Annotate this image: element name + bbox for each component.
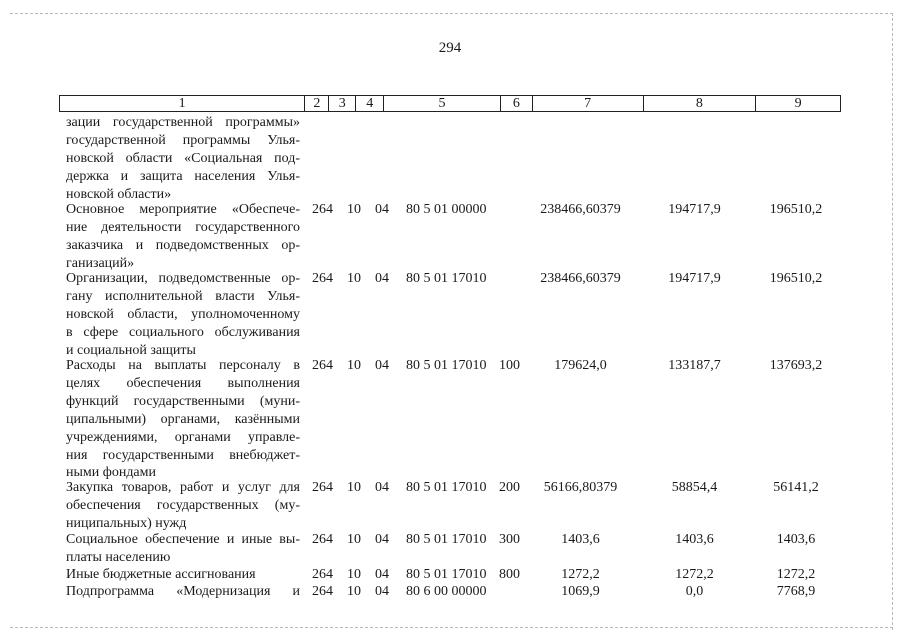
cell-section-code: 10 [347,271,361,286]
cell-target-article: 80 5 01 17010 [406,358,487,373]
cell-subsection-code: 04 [375,480,389,495]
cell-target-article: 80 5 01 17010 [406,480,487,495]
description-line: ния государственными внебюджет- [66,447,300,463]
description-line: Иные бюджетные ассигнования [66,567,256,582]
table-header-cell-2: 2 [305,96,329,111]
cell-amount-col9: 7768,9 [776,584,816,599]
table-header-cell-3: 3 [329,96,356,111]
description-line: ниципальных) нужд [66,515,187,531]
description-line: целях обеспечения выполнения [66,375,300,391]
cell-amount-col7: 1403,6 [561,532,600,547]
cell-amount-col9: 1403,6 [776,532,816,547]
cell-section-code: 10 [347,532,361,547]
cell-target-article: 80 5 01 00000 [406,202,487,217]
description-line: Основное мероприятие «Обеспече- [66,202,300,217]
description-line: учреждениями, органами управле- [66,429,300,445]
description-line: Социальное обеспечение и иные вы- [66,532,300,547]
cell-amount-col7: 56166,80379 [543,480,618,495]
table-header-cell-1: 1 [60,96,305,111]
description-line: заказчика и подведомственных ор- [66,237,300,253]
cell-amount-col7: 1069,9 [561,584,600,599]
description-line: ными фондами [66,465,157,481]
row-description [66,357,300,482]
cell-section-code: 10 [347,202,361,217]
table-header-cell-7: 7 [533,96,644,111]
cell-ministry-code: 264 [312,202,333,217]
cell-amount-col8: 194717,9 [668,271,721,286]
row-description [66,531,300,567]
description-line: обеспечения государственных (му- [66,497,300,513]
table-header-cell-9: 9 [794,96,802,111]
cell-amount-col8: 1272,2 [675,567,714,582]
row-description [66,479,300,533]
page-border-bottom [10,627,893,628]
cell-expense-type: 300 [499,532,520,547]
cell-section-code: 10 [347,480,361,495]
page-number: 294 [438,40,462,56]
table-header-cell-8: 8 [644,96,757,111]
cell-amount-col8: 58854,4 [671,480,718,495]
cell-section-code: 10 [347,358,361,373]
table-header-cell-6: 6 [501,96,533,111]
row-description [66,114,300,204]
description-line: ципальными) органами, казёнными [66,411,300,427]
cell-ministry-code: 264 [312,358,333,373]
description-line: функций государственными (муни- [66,393,300,409]
cell-ministry-code: 264 [312,480,333,495]
cell-amount-col8: 0,0 [685,584,704,599]
description-line: новской области» [66,186,172,202]
description-line: ние деятельности государственного [66,219,300,235]
cell-amount-col7: 1272,2 [561,567,600,582]
row-description [66,583,300,601]
cell-expense-type: 800 [499,567,520,582]
page-border-right [892,13,893,630]
cell-section-code: 10 [347,567,361,582]
description-line: и социальной защиты [66,342,196,358]
description-line: Закупка товаров, работ и услуг для [66,480,300,495]
cell-subsection-code: 04 [375,532,389,547]
cell-amount-col9: 196510,2 [769,271,823,286]
cell-amount-col9: 137693,2 [769,358,823,373]
description-line: держка и защита населения Улья- [66,168,300,184]
cell-ministry-code: 264 [312,584,333,599]
cell-section-code: 10 [347,584,361,599]
cell-amount-col9: 196510,2 [769,202,823,217]
cell-ministry-code: 264 [312,271,333,286]
row-description [66,201,300,273]
description-line: Организации, подведомственные ор- [66,271,300,286]
cell-amount-col8: 133187,7 [668,358,721,373]
description-line: в сфере социального обслуживания [66,324,300,340]
cell-subsection-code: 04 [375,358,389,373]
cell-subsection-code: 04 [375,202,389,217]
cell-amount-col9: 56141,2 [773,480,819,495]
description-line: государственной программы Улья- [66,132,300,148]
table-header-cell-5: 5 [384,96,501,111]
cell-target-article: 80 5 01 17010 [406,532,487,547]
cell-amount-col7: 179624,0 [554,358,607,373]
description-line: Расходы на выплаты персоналу в [66,358,300,373]
description-line: зации государственной программы» [66,115,300,130]
cell-amount-col7: 238466,60379 [540,271,621,286]
cell-target-article: 80 6 00 00000 [406,584,487,599]
row-description [66,566,300,584]
description-line: новской области, уполномоченному [66,306,300,322]
page-border-top [10,13,893,14]
cell-amount-col8: 194717,9 [668,202,721,217]
description-line: новской области «Социальная под- [66,150,300,166]
cell-amount-col7: 238466,60379 [540,202,621,217]
cell-target-article: 80 5 01 17010 [406,271,487,286]
description-line: ганизаций» [66,255,135,271]
cell-ministry-code: 264 [312,567,333,582]
cell-amount-col9: 1272,2 [776,567,816,582]
cell-ministry-code: 264 [312,532,333,547]
cell-expense-type: 200 [499,480,520,495]
description-line: Подпрограмма «Модернизация и [66,584,300,599]
cell-subsection-code: 04 [375,584,389,599]
description-line: платы населению [66,549,171,565]
cell-amount-col8: 1403,6 [675,532,714,547]
cell-subsection-code: 04 [375,567,389,582]
table-header-cell-4: 4 [356,96,384,111]
cell-target-article: 80 5 01 17010 [406,567,487,582]
row-description [66,270,300,360]
table-header-row [59,95,841,112]
cell-expense-type: 100 [499,358,520,373]
cell-subsection-code: 04 [375,271,389,286]
description-line: гану исполнительной власти Улья- [66,288,300,304]
